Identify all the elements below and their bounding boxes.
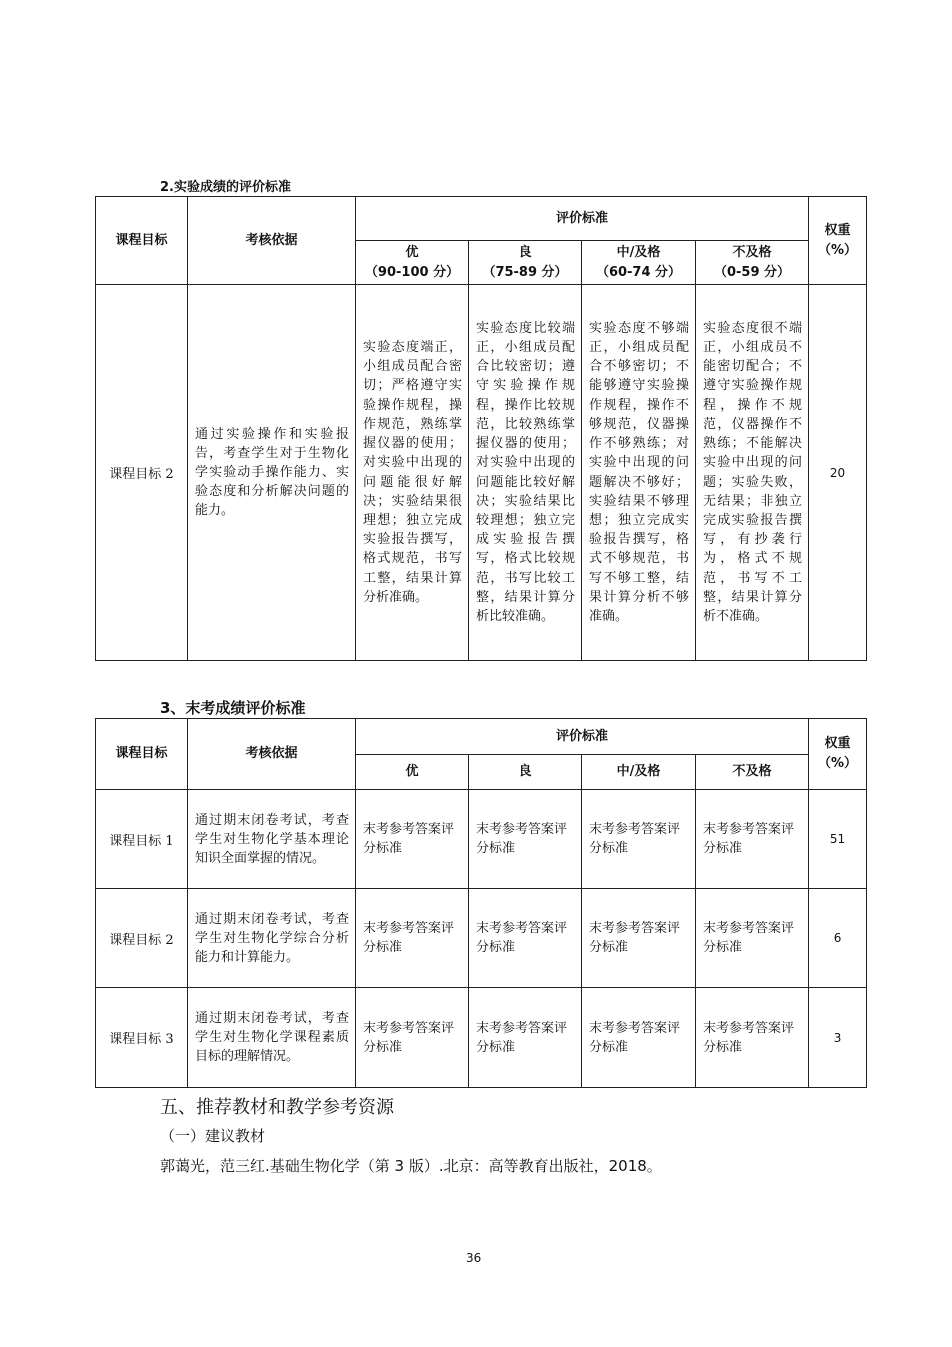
header-basis: 考核依据: [188, 197, 356, 285]
header-goal: 课程目标: [96, 719, 188, 790]
final-exam-grading-table: [95, 718, 867, 1088]
section5-subtitle: （一）建议教材: [160, 1127, 266, 1145]
grade-pass-header: 中/及格 （60-74 分）: [582, 241, 696, 285]
grade-pass-header: 中/及格: [582, 755, 696, 790]
row-basis: 通过期末闭卷考试，考查学生对生物化学课程素质目标的理解情况。: [188, 988, 356, 1088]
criteria-good: 实验态度比较端正，小组成员配合比较密切；遵守实验操作规程，操作比较规范，比较熟练掌握仪器的使用；对实验中出现的问题能比较好解决；实验结果比较理想；独立完成实验报告撰写，格式比较规范，书写比较工整，结果计算分析比较准确。: [469, 285, 582, 661]
table-row: [96, 790, 867, 889]
criteria-fail: 末考参考答案评分标准: [696, 790, 809, 889]
criteria-excellent: 实验态度端正，小组成员配合密切；严格遵守实验操作规程，操作规范，熟练掌握仪器的使用；对实验中出现的问题能很好解决；实验结果很理想；独立完成实验报告撰写，格式规范，书写工整，结果计算分析准确。: [356, 285, 469, 661]
row-weight: 6: [809, 889, 867, 988]
criteria-pass: 末考参考答案评分标准: [582, 988, 696, 1088]
row-basis: 通过期末闭卷考试，考查学生对生物化学综合分析能力和计算能力。: [188, 889, 356, 988]
table-row: [96, 889, 867, 988]
grade-excellent-header: 优 （90-100 分）: [356, 241, 469, 285]
header-goal: 课程目标: [96, 197, 188, 285]
row-goal: 课程目标 2: [96, 285, 188, 661]
table-row: [96, 988, 867, 1088]
lab-grading-table: [95, 196, 867, 661]
criteria-pass: 末考参考答案评分标准: [582, 790, 696, 889]
row-goal: 课程目标 2: [96, 889, 188, 988]
section3-title: 3、末考成绩评价标准: [160, 699, 306, 717]
criteria-good: 末考参考答案评分标准: [469, 988, 582, 1088]
criteria-fail: 末考参考答案评分标准: [696, 988, 809, 1088]
row-goal: 课程目标 3: [96, 988, 188, 1088]
grade-fail-header: 不及格 （0-59 分）: [696, 241, 809, 285]
criteria-pass: 实验态度不够端正，小组成员配合不够密切；不能够遵守实验操作规程，操作不够规范，仪器操作不够熟练；对实验中出现的问题解决不够好；实验结果不够理想；独立完成实验报告撰写，格式不够规范，书写不够工整，结果计算分析不够准确。: [582, 285, 696, 661]
page-number: 36: [466, 1251, 482, 1265]
criteria-good: 末考参考答案评分标准: [469, 889, 582, 988]
criteria-excellent: 末考参考答案评分标准: [356, 889, 469, 988]
criteria-excellent: 末考参考答案评分标准: [356, 988, 469, 1088]
row-goal: 课程目标 1: [96, 790, 188, 889]
header-criteria: 评价标准: [356, 197, 809, 241]
grade-excellent-header: 优: [356, 755, 469, 790]
textbook-reference: 郭蔼光，范三红.基础生物化学（第 3 版）.北京：高等教育出版社，2018。: [160, 1157, 662, 1175]
section2-title: 2.实验成绩的评价标准: [160, 180, 291, 195]
header-weight: 权重 （%）: [809, 197, 867, 285]
section5-title: 五、推荐教材和教学参考资源: [160, 1097, 394, 1118]
criteria-pass: 末考参考答案评分标准: [582, 889, 696, 988]
criteria-good: 末考参考答案评分标准: [469, 790, 582, 889]
criteria-excellent: 末考参考答案评分标准: [356, 790, 469, 889]
row-weight: 3: [809, 988, 867, 1088]
row-basis: 通过实验操作和实验报告，考查学生对于生物化学实验动手操作能力、实验态度和分析解决问题的能力。: [188, 285, 356, 661]
grade-good-header: 良 （75-89 分）: [469, 241, 582, 285]
header-weight: 权重 （%）: [809, 719, 867, 790]
header-basis: 考核依据: [188, 719, 356, 790]
row-weight: 20: [809, 285, 867, 661]
criteria-fail: 末考参考答案评分标准: [696, 889, 809, 988]
row-basis: 通过期末闭卷考试，考查学生对生物化学基本理论知识全面掌握的情况。: [188, 790, 356, 889]
grade-good-header: 良: [469, 755, 582, 790]
header-criteria: 评价标准: [356, 719, 809, 755]
criteria-fail: 实验态度很不端正，小组成员不能密切配合；不遵守实验操作规程，操作不规范，仪器操作不熟练；不能解决实验中出现的问题；实验失败，无结果；非独立完成实验报告撰写，有抄袭行为，格式不规范，书写不工整，结果计算分析不准确。: [696, 285, 809, 661]
grade-fail-header: 不及格: [696, 755, 809, 790]
row-weight: 51: [809, 790, 867, 889]
